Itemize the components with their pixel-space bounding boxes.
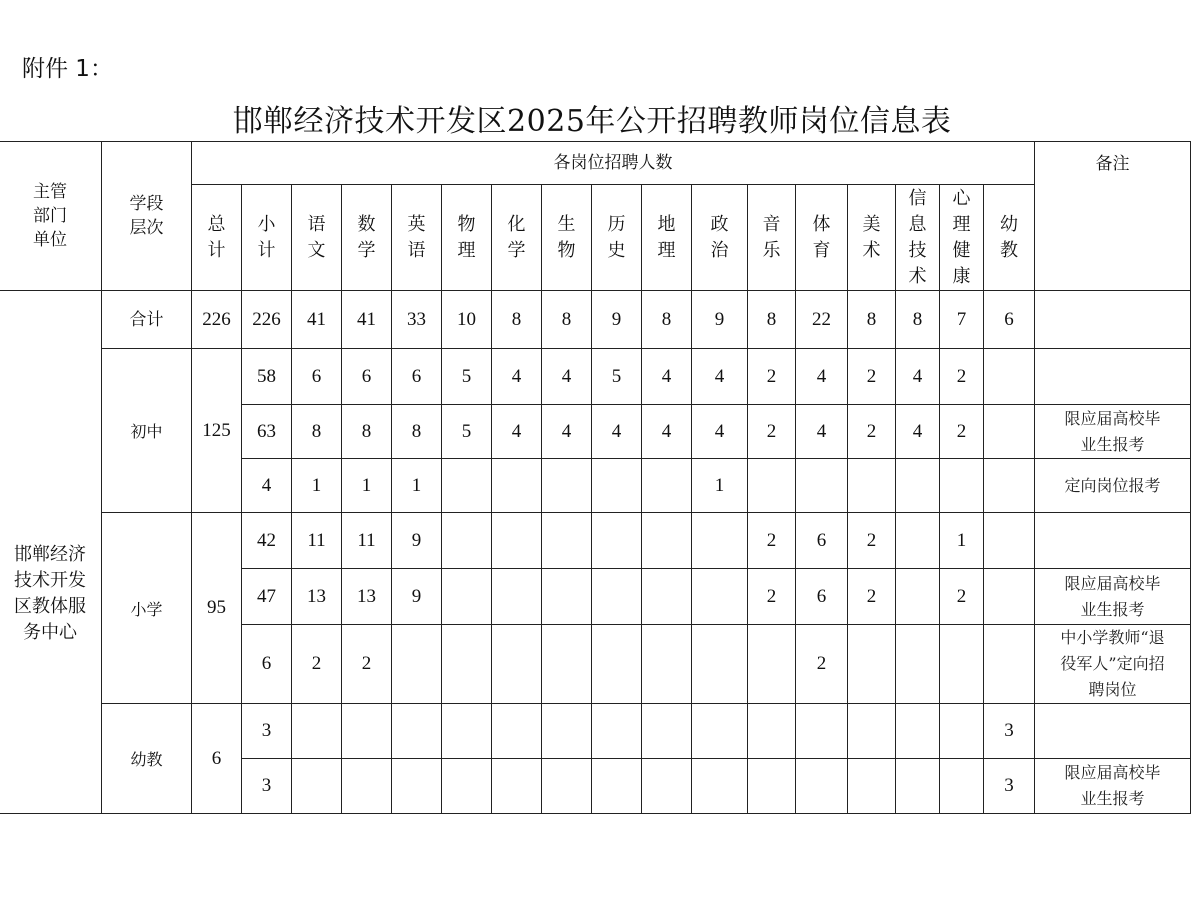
level-total-cell: 6	[192, 704, 242, 814]
dept-header-line: 部门	[33, 206, 67, 226]
level-total-cell: 125	[192, 349, 242, 513]
value-cell	[984, 349, 1035, 405]
total-value: 7	[940, 291, 984, 349]
total-value: 22	[796, 291, 848, 349]
remark-line: 限应届高校毕	[1064, 763, 1161, 782]
value-cell: 47	[242, 569, 292, 625]
value-cell: 4	[542, 405, 592, 459]
col-header-char: 物	[557, 239, 576, 261]
value-cell: 1	[342, 459, 392, 513]
level-cell: 幼教	[102, 704, 192, 814]
value-cell: 5	[592, 349, 642, 405]
value-cell: 2	[748, 513, 796, 569]
value-cell: 6	[392, 349, 442, 405]
value-cell	[492, 625, 542, 704]
value-cell	[542, 625, 592, 704]
value-cell	[642, 459, 692, 513]
col-header-char: 小	[257, 213, 276, 235]
attachment-label: 附件 1：	[22, 56, 113, 82]
table-body	[0, 142, 1191, 814]
col-header-char: 教	[1000, 239, 1018, 261]
col-header-char: 语	[407, 239, 426, 261]
remark-cell	[1035, 349, 1191, 405]
col-header-char: 理	[657, 239, 676, 261]
col-header	[848, 185, 896, 291]
value-cell: 4	[896, 349, 940, 405]
col-header-char: 术	[908, 265, 927, 287]
col-header-char: 地	[657, 213, 676, 235]
value-cell	[984, 569, 1035, 625]
value-cell	[984, 625, 1035, 704]
value-cell	[542, 569, 592, 625]
value-cell	[292, 759, 342, 814]
total-value: 41	[342, 291, 392, 349]
col-header-char: 历	[607, 213, 626, 235]
value-cell	[692, 513, 748, 569]
col-header-char: 体	[812, 213, 831, 235]
level-cell: 初中	[102, 349, 192, 513]
col-header	[242, 185, 292, 291]
value-cell	[896, 704, 940, 759]
value-cell	[748, 704, 796, 759]
value-cell	[442, 704, 492, 759]
total-value: 8	[748, 291, 796, 349]
col-header-char: 政	[710, 213, 729, 235]
table-row	[0, 513, 1191, 569]
col-header-char: 英	[407, 213, 426, 235]
col-header-char: 康	[952, 265, 971, 287]
value-cell: 3	[242, 704, 292, 759]
total-row	[0, 291, 1191, 349]
value-cell	[592, 759, 642, 814]
col-header-char: 健	[952, 239, 971, 261]
value-cell: 1	[392, 459, 442, 513]
col-header-char: 学	[357, 239, 376, 261]
value-cell: 2	[292, 625, 342, 704]
value-cell	[896, 569, 940, 625]
value-cell: 4	[692, 405, 748, 459]
total-value: 9	[592, 291, 642, 349]
col-header	[748, 185, 796, 291]
col-header-char: 化	[507, 213, 526, 235]
value-cell	[542, 459, 592, 513]
header-row-1	[0, 142, 1191, 185]
positions-group-header: 各岗位招聘人数	[192, 142, 1035, 185]
remark-line: 定向岗位报考	[1064, 475, 1161, 495]
remark-line: 业生报考	[1080, 599, 1145, 619]
table-row	[0, 349, 1191, 405]
col-header-char: 史	[607, 239, 626, 261]
value-cell: 2	[748, 405, 796, 459]
value-cell: 2	[748, 349, 796, 405]
total-value: 41	[292, 291, 342, 349]
remark-cell	[1035, 704, 1191, 759]
remark-line: 业生报考	[1080, 434, 1145, 454]
remark-line: 役军人”定向招	[1060, 654, 1165, 673]
value-cell: 8	[392, 405, 442, 459]
value-cell	[492, 704, 542, 759]
value-cell	[692, 569, 748, 625]
value-cell	[292, 704, 342, 759]
total-value: 226	[192, 291, 242, 349]
value-cell	[848, 759, 896, 814]
col-header-char: 物	[457, 213, 476, 235]
value-cell: 13	[342, 569, 392, 625]
value-cell	[442, 459, 492, 513]
value-cell: 6	[796, 569, 848, 625]
col-header	[342, 185, 392, 291]
value-cell	[984, 513, 1035, 569]
total-value: 6	[984, 291, 1035, 349]
remark-cell	[1035, 405, 1191, 459]
remark-cell	[1035, 291, 1191, 349]
value-cell	[392, 759, 442, 814]
value-cell: 4	[796, 349, 848, 405]
total-value: 8	[848, 291, 896, 349]
col-header	[642, 185, 692, 291]
value-cell	[492, 759, 542, 814]
value-cell: 1	[940, 513, 984, 569]
dept-header-line: 主管	[33, 182, 67, 202]
col-header-char: 计	[207, 239, 226, 261]
col-header-char: 治	[710, 239, 729, 261]
value-cell	[748, 759, 796, 814]
value-cell: 2	[940, 349, 984, 405]
value-cell	[796, 459, 848, 513]
level-header-line: 层次	[129, 218, 164, 238]
value-cell: 4	[796, 405, 848, 459]
col-header-char: 总	[207, 213, 226, 235]
value-cell: 58	[242, 349, 292, 405]
col-header-char: 心	[952, 187, 971, 209]
remark-cell	[1035, 459, 1191, 513]
col-header-char: 音	[762, 213, 781, 235]
value-cell	[592, 625, 642, 704]
value-cell	[592, 513, 642, 569]
remark-cell	[1035, 625, 1191, 704]
level-total-cell: 95	[192, 513, 242, 704]
col-header-char: 育	[812, 239, 831, 261]
col-header	[492, 185, 542, 291]
total-label: 合计	[102, 291, 192, 349]
department-line: 务中心	[23, 622, 77, 643]
total-value: 8	[542, 291, 592, 349]
value-cell	[692, 759, 748, 814]
value-cell	[748, 459, 796, 513]
value-cell: 42	[242, 513, 292, 569]
value-cell: 4	[642, 405, 692, 459]
value-cell	[848, 704, 896, 759]
value-cell: 2	[848, 569, 896, 625]
value-cell: 2	[848, 405, 896, 459]
value-cell: 63	[242, 405, 292, 459]
remarks-header: 备注	[1035, 142, 1191, 291]
value-cell	[592, 459, 642, 513]
value-cell	[442, 625, 492, 704]
value-cell: 4	[896, 405, 940, 459]
level-header-line: 学段	[129, 194, 164, 214]
col-header-char: 语	[307, 213, 326, 235]
value-cell: 5	[442, 349, 492, 405]
value-cell	[542, 759, 592, 814]
value-cell	[940, 759, 984, 814]
remark-cell	[1035, 513, 1191, 569]
value-cell	[984, 405, 1035, 459]
value-cell	[940, 459, 984, 513]
value-cell	[442, 513, 492, 569]
value-cell: 4	[592, 405, 642, 459]
value-cell	[442, 569, 492, 625]
value-cell	[542, 704, 592, 759]
remark-line: 中小学教师“退	[1060, 628, 1165, 647]
col-header	[192, 185, 242, 291]
value-cell	[592, 704, 642, 759]
col-header	[984, 185, 1035, 291]
value-cell: 2	[748, 569, 796, 625]
total-value: 8	[492, 291, 542, 349]
value-cell	[492, 513, 542, 569]
col-header-char: 乐	[762, 239, 781, 261]
value-cell	[642, 625, 692, 704]
value-cell	[392, 704, 442, 759]
value-cell: 9	[392, 569, 442, 625]
value-cell	[542, 513, 592, 569]
value-cell: 2	[848, 349, 896, 405]
col-header-char: 理	[457, 239, 476, 261]
value-cell	[748, 625, 796, 704]
col-header-char: 计	[257, 239, 276, 261]
remark-cell	[1035, 569, 1191, 625]
value-cell: 1	[692, 459, 748, 513]
value-cell	[940, 625, 984, 704]
col-header	[692, 185, 748, 291]
value-cell	[642, 513, 692, 569]
value-cell: 4	[242, 459, 292, 513]
col-header	[896, 185, 940, 291]
value-cell: 2	[342, 625, 392, 704]
value-cell	[796, 704, 848, 759]
department-line: 区教体服	[14, 596, 86, 617]
level-header	[102, 142, 192, 291]
value-cell: 4	[692, 349, 748, 405]
value-cell	[848, 459, 896, 513]
value-cell	[896, 759, 940, 814]
value-cell	[392, 625, 442, 704]
value-cell	[796, 759, 848, 814]
col-header-char: 文	[307, 239, 326, 261]
value-cell: 9	[392, 513, 442, 569]
value-cell: 4	[492, 349, 542, 405]
value-cell: 3	[242, 759, 292, 814]
value-cell: 6	[342, 349, 392, 405]
col-header	[292, 185, 342, 291]
value-cell: 8	[292, 405, 342, 459]
value-cell	[692, 625, 748, 704]
total-value: 10	[442, 291, 492, 349]
value-cell: 1	[292, 459, 342, 513]
value-cell: 2	[940, 569, 984, 625]
value-cell	[342, 759, 392, 814]
value-cell	[592, 569, 642, 625]
remark-line: 限应届高校毕	[1064, 573, 1161, 593]
col-header-char: 技	[908, 239, 927, 261]
value-cell	[896, 625, 940, 704]
department-line: 技术开发	[14, 570, 86, 591]
value-cell	[896, 459, 940, 513]
col-header	[542, 185, 592, 291]
col-header-char: 数	[357, 213, 376, 235]
col-header	[940, 185, 984, 291]
table-row	[0, 704, 1191, 759]
value-cell	[692, 704, 748, 759]
col-header-char: 信	[908, 187, 927, 209]
col-header-char: 幼	[1000, 213, 1018, 235]
col-header-char: 生	[557, 213, 576, 235]
value-cell: 13	[292, 569, 342, 625]
col-header-char: 息	[908, 213, 927, 235]
value-cell	[848, 625, 896, 704]
remark-line: 限应届高校毕	[1064, 408, 1161, 428]
value-cell	[642, 704, 692, 759]
value-cell: 3	[984, 759, 1035, 814]
total-value: 8	[896, 291, 940, 349]
total-value: 226	[242, 291, 292, 349]
value-cell: 6	[292, 349, 342, 405]
remark-line: 业生报考	[1080, 789, 1145, 808]
value-cell: 11	[292, 513, 342, 569]
value-cell	[896, 513, 940, 569]
value-cell	[940, 704, 984, 759]
col-header	[796, 185, 848, 291]
value-cell: 8	[342, 405, 392, 459]
value-cell: 4	[492, 405, 542, 459]
value-cell: 4	[542, 349, 592, 405]
col-header-char: 学	[507, 239, 526, 261]
value-cell: 2	[848, 513, 896, 569]
dept-header-line: 单位	[33, 230, 67, 250]
value-cell: 6	[242, 625, 292, 704]
remark-line: 聘岗位	[1088, 680, 1137, 699]
value-cell	[642, 569, 692, 625]
level-cell: 小学	[102, 513, 192, 704]
value-cell: 4	[642, 349, 692, 405]
col-header	[392, 185, 442, 291]
page-title: 邯郸经济技术开发区2025年公开招聘教师岗位信息表	[232, 104, 952, 139]
value-cell	[442, 759, 492, 814]
remark-cell	[1035, 759, 1191, 814]
value-cell: 6	[796, 513, 848, 569]
value-cell	[492, 459, 542, 513]
value-cell: 5	[442, 405, 492, 459]
col-header	[592, 185, 642, 291]
value-cell	[492, 569, 542, 625]
recruitment-table	[0, 141, 1191, 814]
total-value: 8	[642, 291, 692, 349]
total-value: 33	[392, 291, 442, 349]
value-cell	[342, 704, 392, 759]
value-cell: 11	[342, 513, 392, 569]
col-header-char: 术	[862, 239, 881, 261]
col-header-char: 美	[862, 213, 881, 235]
value-cell: 2	[796, 625, 848, 704]
value-cell	[984, 459, 1035, 513]
total-value: 9	[692, 291, 748, 349]
dept-header	[0, 142, 102, 291]
value-cell	[642, 759, 692, 814]
department-cell	[0, 291, 102, 814]
col-header-char: 理	[952, 213, 971, 235]
department-line: 邯郸经济	[14, 544, 86, 565]
value-cell: 2	[940, 405, 984, 459]
col-header	[442, 185, 492, 291]
value-cell: 3	[984, 704, 1035, 759]
